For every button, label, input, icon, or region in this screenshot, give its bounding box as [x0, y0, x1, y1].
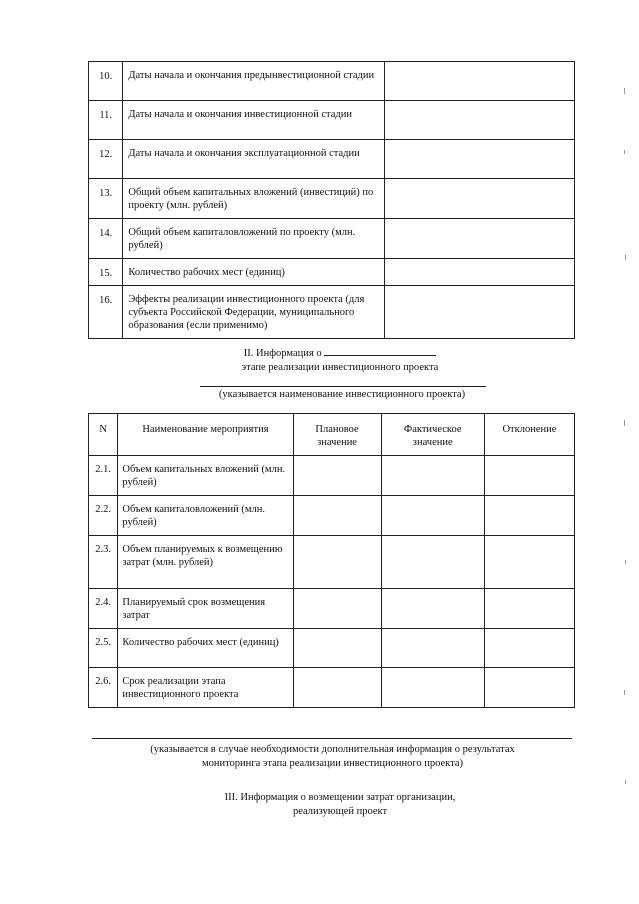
- row-activity: Объем планируемых к возмещению затрат (млн. рублей): [118, 536, 293, 589]
- table-row: [89, 219, 575, 259]
- row-label: Даты начала и окончания предынвестиционной стадии: [123, 62, 384, 101]
- row-label: Общий объем капитальных вложений (инвестиций) по проекту (млн. рублей): [123, 179, 384, 219]
- scan-mark: [624, 420, 625, 426]
- row-value-cell: [384, 140, 574, 179]
- deviation-cell: [484, 496, 574, 536]
- row-label: Даты начала и окончания инвестиционной стадии: [123, 101, 384, 140]
- row-value-cell: [384, 101, 574, 140]
- actual-cell: [381, 629, 484, 668]
- row-value-cell: [384, 286, 574, 339]
- row-value-cell: [384, 62, 574, 101]
- planned-cell: [293, 456, 381, 496]
- row-activity: Объем капиталовложений (млн. рублей): [118, 496, 293, 536]
- row-label: Общий объем капиталовложений по проекту (млн. рублей): [123, 219, 384, 259]
- table-row: [89, 629, 575, 668]
- table-row: [89, 456, 575, 496]
- table-row: [89, 536, 575, 589]
- header-actual: Фактическое значение: [381, 414, 484, 456]
- table-row: [89, 259, 575, 286]
- row-label: Даты начала и окончания эксплуатационной стадии: [123, 140, 384, 179]
- actual-cell: [381, 668, 484, 708]
- row-number: 14.: [89, 219, 123, 259]
- additional-info-note-line2: мониторинга этапа реализации инвестиционного проекта): [201, 758, 464, 769]
- section3-title-line2: реализующей проект: [292, 806, 388, 817]
- row-activity: Количество рабочих мест (единиц): [118, 629, 293, 668]
- planned-cell: [293, 668, 381, 708]
- scan-mark: [624, 150, 625, 154]
- row-number: 13.: [89, 179, 123, 219]
- row-activity: Планируемый срок возмещения затрат: [118, 589, 293, 629]
- project-details-table: [88, 61, 575, 339]
- row-value-cell: [384, 219, 574, 259]
- additional-info-underline: [92, 738, 572, 739]
- stage-monitoring-table: [88, 413, 575, 708]
- row-number: 2.4.: [89, 589, 118, 629]
- header-n: N: [89, 414, 118, 456]
- row-number: 16.: [89, 286, 123, 339]
- row-number: 11.: [89, 101, 123, 140]
- table-row: [89, 496, 575, 536]
- row-number: 15.: [89, 259, 123, 286]
- header-deviation: Отклонение: [484, 414, 574, 456]
- scan-mark: [625, 780, 626, 784]
- scan-mark: [624, 88, 625, 94]
- table-header-row: [89, 414, 575, 456]
- actual-cell: [381, 536, 484, 589]
- row-activity: Объем капитальных вложений (млн. рублей): [118, 456, 293, 496]
- project-name-caption: (указывается наименование инвестиционного проекта): [218, 389, 466, 400]
- actual-cell: [381, 496, 484, 536]
- row-number: 2.1.: [89, 456, 118, 496]
- additional-info-note-line1: (указывается в случае необходимости дополнительная информация о результатах: [150, 744, 515, 755]
- section2-title-line2: этапе реализации инвестиционного проекта: [241, 362, 439, 373]
- row-label: Количество рабочих мест (единиц): [123, 259, 384, 286]
- actual-cell: [381, 589, 484, 629]
- table-row: [89, 589, 575, 629]
- scan-mark: [625, 255, 626, 260]
- scan-mark: [624, 690, 625, 695]
- row-activity: Срок реализации этапа инвестиционного проекта: [118, 668, 293, 708]
- deviation-cell: [484, 456, 574, 496]
- actual-cell: [381, 456, 484, 496]
- row-number: 2.6.: [89, 668, 118, 708]
- row-number: 2.3.: [89, 536, 118, 589]
- row-label: Эффекты реализации инвестиционного проекта (для субъекта Российской Федерации, муниципального образования (если применимо): [123, 286, 384, 339]
- section2-title-line1: [180, 346, 500, 360]
- planned-cell: [293, 589, 381, 629]
- row-value-cell: [384, 259, 574, 286]
- section2-title-text: II. Информация о: [243, 348, 322, 359]
- table-row: [89, 668, 575, 708]
- table-row: [89, 286, 575, 339]
- row-value-cell: [384, 179, 574, 219]
- deviation-cell: [484, 536, 574, 589]
- project-name-underline: [200, 386, 486, 387]
- planned-cell: [293, 629, 381, 668]
- scan-mark: [625, 560, 626, 564]
- row-number: 12.: [89, 140, 123, 179]
- row-number: 2.5.: [89, 629, 118, 668]
- row-number: 2.2.: [89, 496, 118, 536]
- table-row: [89, 179, 575, 219]
- planned-cell: [293, 496, 381, 536]
- deviation-cell: [484, 668, 574, 708]
- table-row: [89, 62, 575, 101]
- table-row: [89, 140, 575, 179]
- table-row: [89, 101, 575, 140]
- project-stage-blank: [324, 346, 436, 356]
- header-activity: Наименование мероприятия: [118, 414, 293, 456]
- deviation-cell: [484, 629, 574, 668]
- row-number: 10.: [89, 62, 123, 101]
- deviation-cell: [484, 589, 574, 629]
- section3-title-line1: III. Информация о возмещении затрат организации,: [224, 792, 456, 803]
- header-planned: Плановое значение: [293, 414, 381, 456]
- planned-cell: [293, 536, 381, 589]
